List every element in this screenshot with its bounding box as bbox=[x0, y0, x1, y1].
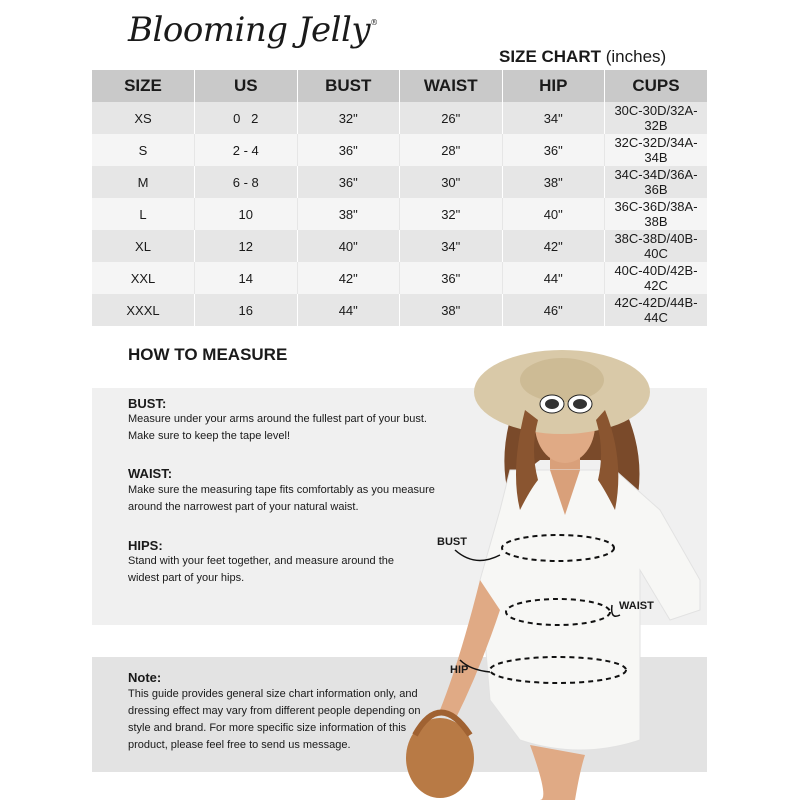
cell-bust: 32" bbox=[297, 102, 400, 134]
cell-us: 14 bbox=[195, 262, 298, 294]
cell-waist: 36" bbox=[400, 262, 503, 294]
hip-label: HIP bbox=[450, 664, 469, 676]
table-row bbox=[92, 230, 707, 262]
cell-cups: 38C-38D/40B-40C bbox=[605, 230, 708, 262]
header-us: US bbox=[195, 70, 298, 102]
cell-size: XS bbox=[92, 102, 195, 134]
cell-waist: 38" bbox=[400, 294, 503, 326]
brand-logo: Blooming Jelly® bbox=[128, 10, 378, 50]
cell-hip: 46" bbox=[502, 294, 605, 326]
waist-title: WAIST: bbox=[128, 466, 173, 481]
table-header-row bbox=[92, 70, 707, 102]
cell-us: 2 - 4 bbox=[195, 134, 298, 166]
cell-size: S bbox=[92, 134, 195, 166]
cell-cups: 42C-42D/44B-44C bbox=[605, 294, 708, 326]
bust-title: BUST: bbox=[128, 396, 167, 411]
cell-size: XXL bbox=[92, 262, 195, 294]
cell-us: 0 2 bbox=[195, 102, 298, 134]
cell-hip: 44" bbox=[502, 262, 605, 294]
cell-size: M bbox=[92, 166, 195, 198]
table-row bbox=[92, 198, 707, 230]
cell-waist: 32" bbox=[400, 198, 503, 230]
note-title: Note: bbox=[128, 670, 162, 685]
cell-bust: 42" bbox=[297, 262, 400, 294]
table-row bbox=[92, 294, 707, 326]
hips-text: Stand with your feet together, and measure around the widest part of your hips. bbox=[128, 555, 395, 584]
model-photo bbox=[400, 340, 720, 800]
cell-cups: 32C-32D/34A-34B bbox=[605, 134, 708, 166]
cell-size: XXXL bbox=[92, 294, 195, 326]
cell-hip: 36" bbox=[502, 134, 605, 166]
cell-hip: 34" bbox=[502, 102, 605, 134]
table-row bbox=[92, 134, 707, 166]
table-row bbox=[92, 102, 707, 134]
cell-hip: 38" bbox=[502, 166, 605, 198]
cell-us: 16 bbox=[195, 294, 298, 326]
table-row bbox=[92, 262, 707, 294]
cell-us: 12 bbox=[195, 230, 298, 262]
cell-size: XL bbox=[92, 230, 195, 262]
cell-bust: 44" bbox=[297, 294, 400, 326]
cell-cups: 36C-36D/38A-38B bbox=[605, 198, 708, 230]
header-hip: HIP bbox=[502, 70, 605, 102]
cell-size: L bbox=[92, 198, 195, 230]
how-to-measure-title: HOW TO MEASURE bbox=[128, 345, 288, 364]
header-waist: WAIST bbox=[400, 70, 503, 102]
cell-waist: 26" bbox=[400, 102, 503, 134]
size-chart-table bbox=[92, 70, 707, 326]
waist-label: WAIST bbox=[619, 600, 654, 612]
hips-title: HIPS: bbox=[128, 538, 163, 553]
cell-bust: 36" bbox=[297, 166, 400, 198]
cell-hip: 40" bbox=[502, 198, 605, 230]
cell-bust: 38" bbox=[297, 198, 400, 230]
table-row bbox=[92, 166, 707, 198]
cell-bust: 40" bbox=[297, 230, 400, 262]
cell-cups: 40C-40D/42B-42C bbox=[605, 262, 708, 294]
cell-bust: 36" bbox=[297, 134, 400, 166]
header-cups: CUPS bbox=[605, 70, 708, 102]
waist-text: Make sure the measuring tape fits comfortably as you measure around the narrowest part of your natural waist. bbox=[128, 484, 435, 513]
cell-cups: 30C-30D/32A-32B bbox=[605, 102, 708, 134]
cell-waist: 30" bbox=[400, 166, 503, 198]
cell-us: 10 bbox=[195, 198, 298, 230]
cell-us: 6 - 8 bbox=[195, 166, 298, 198]
cell-cups: 34C-34D/36A-36B bbox=[605, 166, 708, 198]
header-size: SIZE bbox=[92, 70, 195, 102]
bust-label: BUST bbox=[437, 536, 467, 548]
header-bust: BUST bbox=[297, 70, 400, 102]
cell-hip: 42" bbox=[502, 230, 605, 262]
cell-waist: 34" bbox=[400, 230, 503, 262]
note-text: This guide provides general size chart information only, and dressing effect may vary from different people depending on style and brand. For more specific size information of this product, please feel free to send us message. bbox=[128, 688, 421, 751]
bust-text: Measure under your arms around the fullest part of your bust. Make sure to keep the tape level! bbox=[128, 413, 427, 442]
cell-waist: 28" bbox=[400, 134, 503, 166]
size-chart-title: SIZE CHART (inches) bbox=[499, 47, 667, 66]
